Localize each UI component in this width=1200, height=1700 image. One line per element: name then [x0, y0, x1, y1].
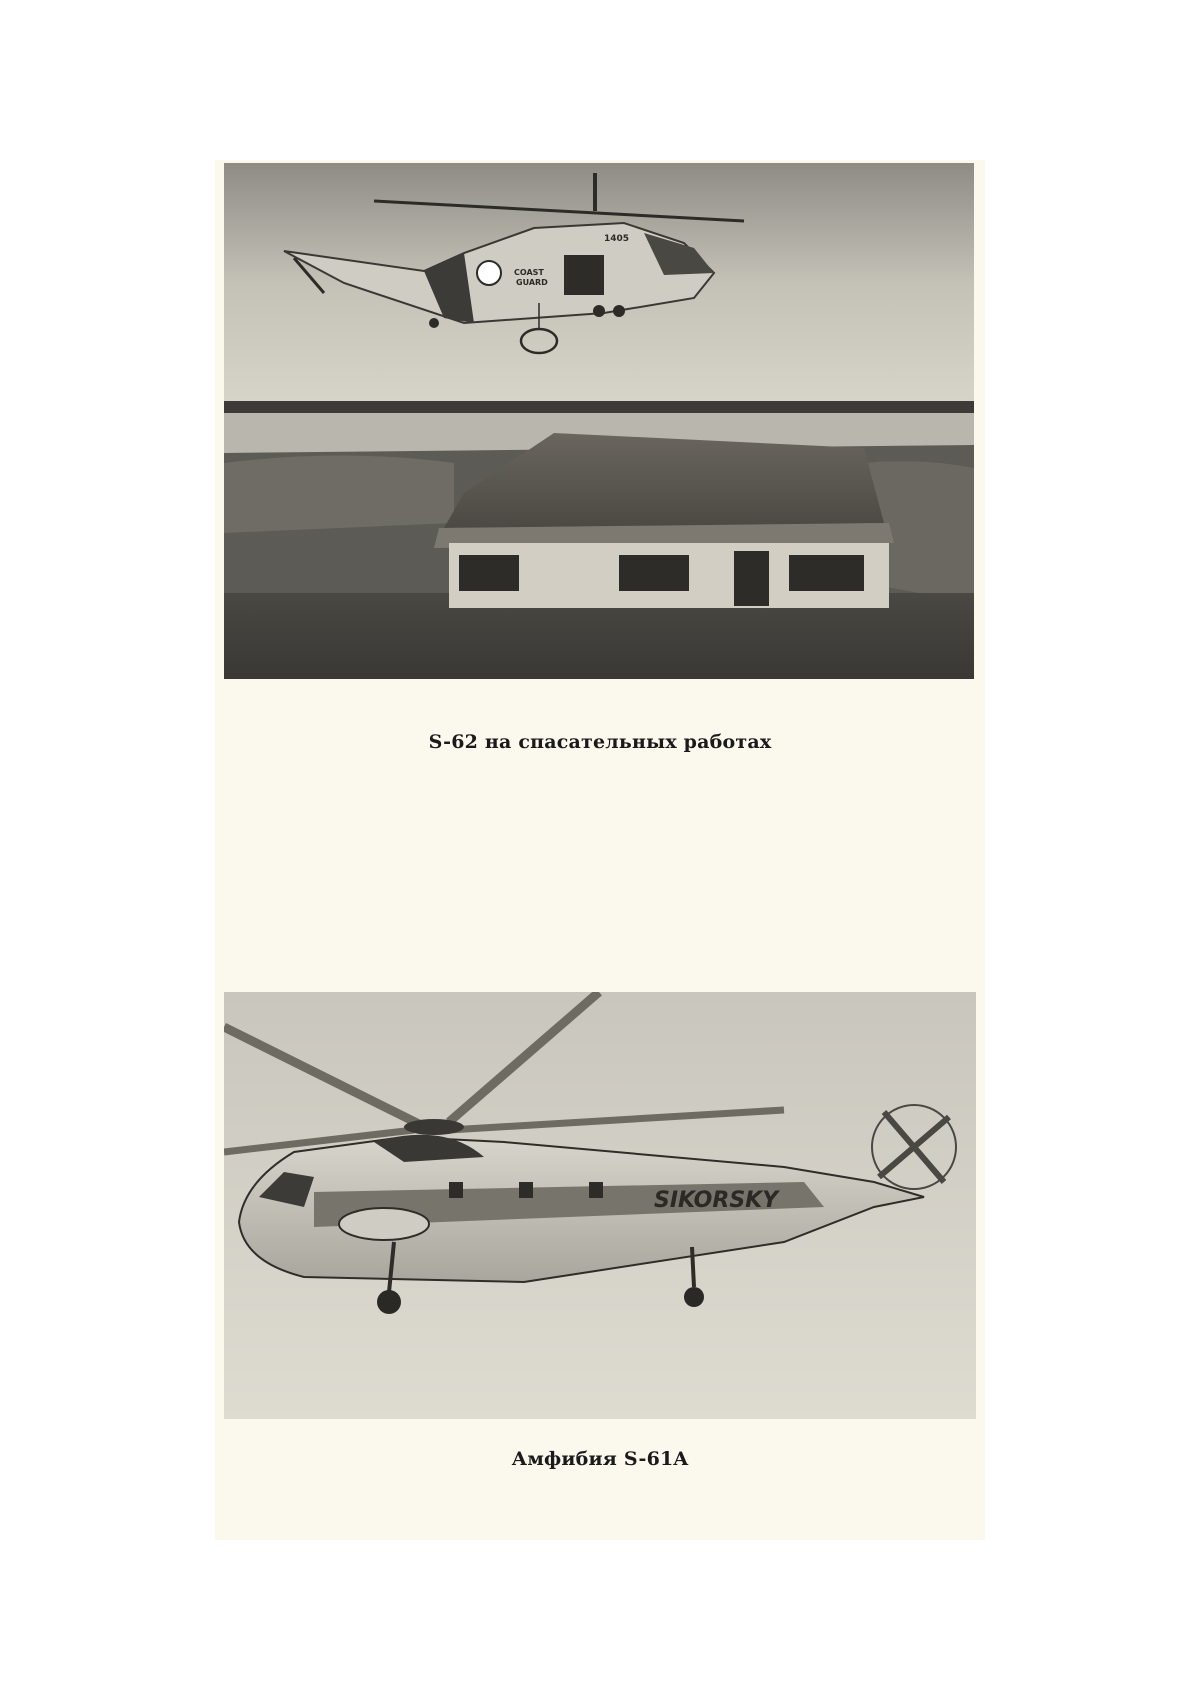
- photo-s61a-amphibian-image: [224, 992, 976, 1419]
- photo-s62-rescue: [224, 163, 974, 679]
- marsh-grass-left: [224, 456, 454, 534]
- marking-guard: GUARD: [516, 278, 548, 287]
- photo-s61a-amphibian: [224, 992, 976, 1419]
- marking-coast: COAST: [514, 268, 544, 277]
- house-window: [789, 555, 864, 591]
- caption-top: S-62 на спасательных работах: [428, 731, 772, 753]
- cabin-window: [519, 1182, 533, 1198]
- landing-wheel: [593, 305, 605, 317]
- house-door: [734, 551, 769, 606]
- landing-wheel: [377, 1290, 401, 1314]
- sponson: [339, 1208, 429, 1240]
- cabin-window: [589, 1182, 603, 1198]
- rotor-hub: [404, 1119, 464, 1135]
- tail-number: 1405: [604, 234, 630, 244]
- landing-wheel: [684, 1287, 704, 1307]
- roundel-icon: [477, 261, 501, 285]
- house-window: [459, 555, 519, 591]
- landing-wheel: [429, 318, 439, 328]
- house-window: [619, 555, 689, 591]
- photo-s62-rescue-image: [224, 163, 974, 679]
- sikorsky-marking: SIKORSKY: [654, 1188, 779, 1213]
- far-shore: [224, 401, 974, 413]
- gear-strut: [692, 1247, 694, 1287]
- landing-wheel: [613, 305, 625, 317]
- cabin-door: [564, 255, 604, 295]
- caption-bottom: Амфибия S-61A: [511, 1448, 689, 1470]
- cabin-window: [449, 1182, 463, 1198]
